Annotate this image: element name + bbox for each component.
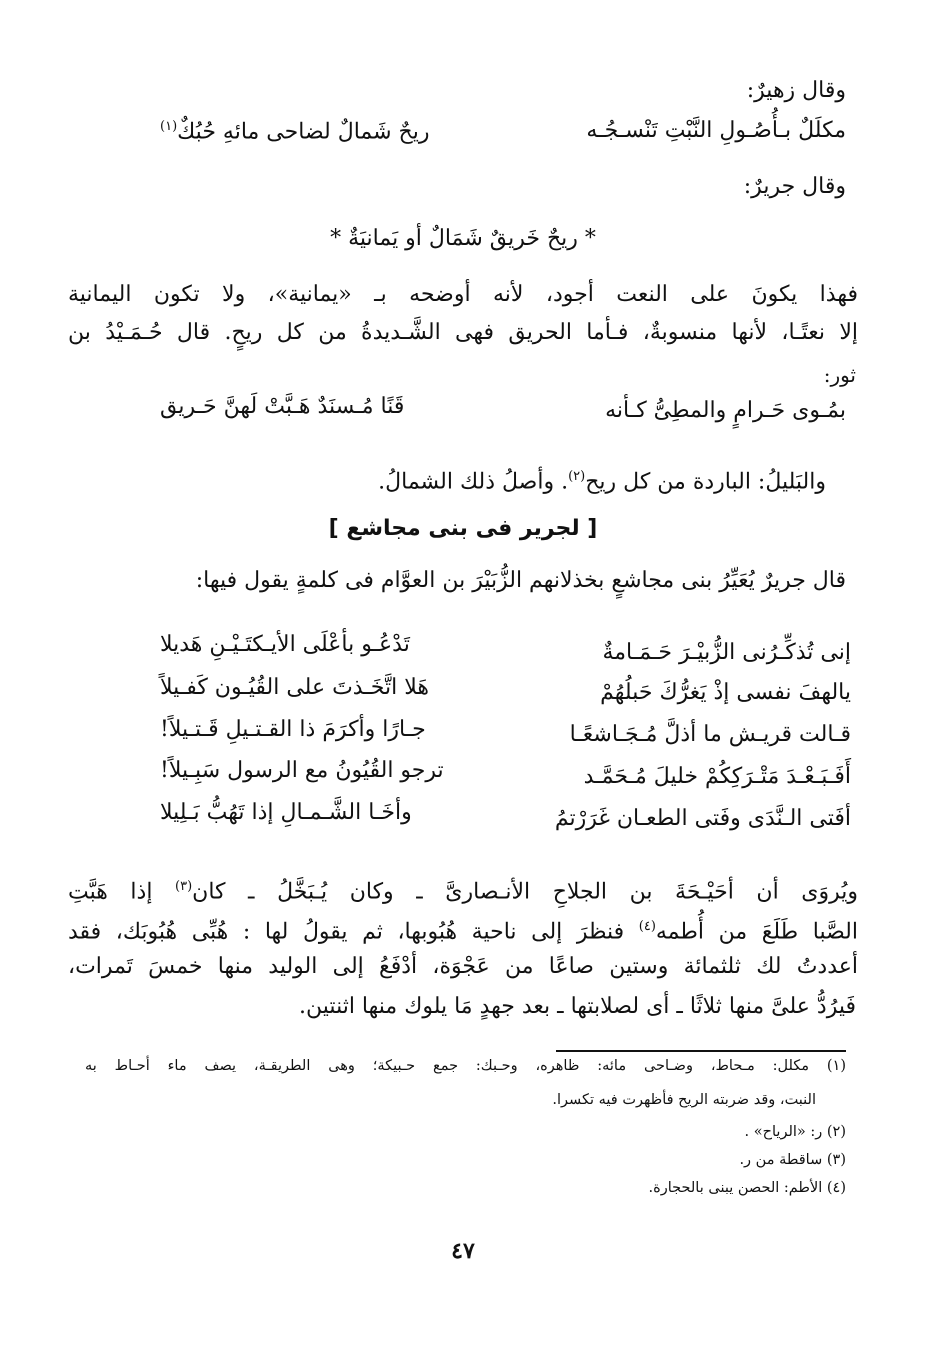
- paragraph-4-line-2-text: الصَّبا طَلَعَ من أُطمه: [655, 919, 858, 945]
- paragraph-2-text: والبَليلُ: الباردة من كل ريح: [585, 469, 826, 495]
- poem-left-hemistich: وأخَـا الشَّـمـالِ إذا تَهُبُّ بَـلِيلا: [160, 800, 412, 825]
- paragraph-4-line-3: أعددتُ لك ثلثمائة وستين صاعًا من عَجْوَة، أدْفَعُ إلى الوليد منها خمسَ تَمرات،: [68, 954, 858, 979]
- page-number: ٤٧: [451, 1238, 475, 1264]
- poem-right-hemistich: أفَتى الـنَّدَى وفَتى الطعـان غَرَرْتمُ: [554, 806, 851, 831]
- paragraph-4-line-1: [68, 872, 858, 907]
- poem-left-hemistich: تَدْعُـو بأعْلَى الأيـكتَـيْـنِ هَديلا: [160, 632, 410, 657]
- footnote-ref-4: (٤): [638, 919, 656, 934]
- paragraph-4-line-1-text: ويُروَى أن أحَيْـحَةَ بن الجلاحِ الأنـصارىَّ ـ وكان يُـبَخَّلُ ـ كان: [192, 879, 858, 905]
- footnote-ref-1: (١): [160, 119, 178, 134]
- verse-jarir-centered: * ريحٌ خَريقٌ شَمَالٌ أو يَمانيَةٌ *: [330, 226, 596, 251]
- poem-left-hemistich: ترجو القُيُونُ مع الرسول سَبِـيلاً!: [160, 758, 444, 783]
- poem-left-hemistich: هَلا اتَّخَـذتَ على القُيُـون كَفـيلاً: [160, 675, 429, 700]
- paragraph-2-tail: . وأصلُ ذلك الشمالُ.: [378, 469, 569, 495]
- poem-right-hemistich: إنى تُذكِّـرُنى الزُّبيْـرَ حَـمَـامةٌ: [602, 640, 851, 665]
- intro-jarir: وقال جريرٌ:: [743, 174, 846, 199]
- footnote-4: (٤) الأطم: الحصن يبنى بالحجارة.: [648, 1180, 846, 1196]
- verse-zuhair-first-hemistich: مكلَلٌ بـأُصُـولِ النَّبْتِ تَنْسـجُـه: [586, 118, 846, 143]
- verse-humaid-first-hemistich: بمُـوى حَـرامٍ والمطِىُّ كـأنه: [605, 398, 846, 423]
- footnote-2: (٢) ر: «الرياح» .: [744, 1124, 846, 1140]
- footnote-1-line-2: النبت، وقد ضربته الريح فأظهرت فيه تكسرا.: [552, 1092, 816, 1108]
- paragraph-3: قال جريرٌ يُعَيِّرُ بنى مجاشعٍ بخذلانهم الزُّبَيْرَ بن العوَّام فى كلمةٍ يقول فيها:: [195, 568, 846, 593]
- paragraph-4-line-1-tail: إذا هَبَّتِ: [68, 879, 176, 905]
- poem-left-hemistich: جـارًا وأكرَمَ ذا القـتـيلِ قَـتـيلاً!: [160, 717, 426, 742]
- paragraph-2: [378, 462, 826, 497]
- footnote-separator: [556, 1050, 846, 1052]
- paragraph-4-line-2: [68, 912, 858, 947]
- footnote-ref-2: (٢): [568, 469, 586, 484]
- verse-humaid-second-hemistich: قَنًا مُـسنَدٌ هَـبَّتْ لَهنَّ حَـريق: [160, 394, 405, 419]
- paragraph-1-line-1: فهذا يكونَ على النعت أجود، لأنه أوضحه بـ «يمانية»، ولا تكون اليمانية: [68, 282, 858, 307]
- poem-right-hemistich: أَفَـبَـعْـدَ مَتْـرَكِكُمْ خليلَ مُـحَمَّـد: [583, 764, 851, 789]
- footnote-1-line-1: (١) مكلل: مـحاط، وضـاحى مائه: ظاهره، وحـبك: جمع حـبيكة؛ وهى الطريقـة، يصف ماء أحـاط به: [85, 1058, 846, 1074]
- poem-right-hemistich: قـالت قريـش ما أذلَّ مُـجَـاشعًـا: [569, 722, 851, 747]
- verse-zuhair-second-hemistich: [160, 112, 430, 147]
- poem-right-hemistich: يالهفَ نفسى إذْ يَغرُّكَ حَبلُهُمْ: [600, 680, 851, 705]
- paragraph-4-line-2-tail: فنظرَ إلى ناحية هُبُوبها، ثم يقولُ لها : هُبِّى هُبُوبَك، فقد: [68, 919, 639, 945]
- paragraph-1-line-3: ثور:: [823, 363, 856, 387]
- verse-zuhair-text: ريحٌ شَمالٌ لضاحى مائهِ حُبُكٌ: [177, 119, 430, 145]
- paragraph-4-line-4: فَيرُدُّ علىَّ منها ثلاثًا ـ أى لصلابتها ـ بعد جهدٍ مَا يلوك منها اثنتين.: [299, 994, 856, 1019]
- section-heading: [ لجرير فى بنى مجاشع ]: [328, 516, 598, 541]
- footnote-3: (٣) ساقطة من ر.: [739, 1152, 846, 1168]
- footnote-ref-3: (٣): [175, 879, 193, 894]
- intro-zuhair: وقال زهيرٌ:: [746, 78, 846, 103]
- paragraph-1-line-2: إلا نعتًـا، لأنها منسوبةٌ، فـأما الحريق فهى الشَّـديدةُ من كل ريحٍ. قال حُـمَـيْدُ بن: [68, 320, 858, 345]
